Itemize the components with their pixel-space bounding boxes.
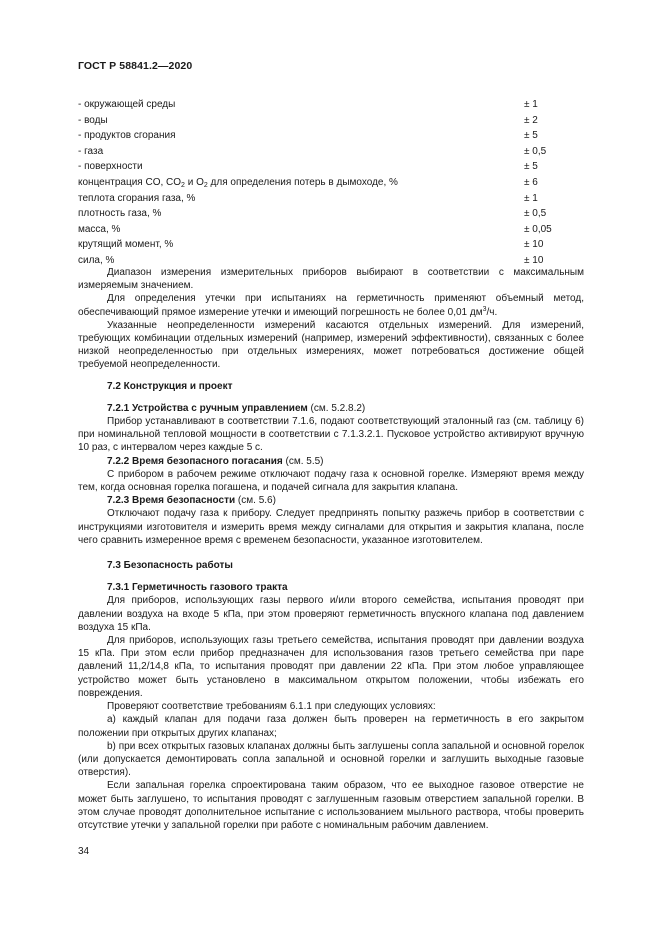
table-row [78, 128, 560, 144]
subscript: 2 [181, 181, 185, 189]
paragraph: С прибором в рабочем режиме отключают подачу газа к основной горелке. Измеряют время между тем, когда основная горелка погашена, и подачей сигнала для закрытия клапана. [78, 468, 584, 494]
subscript: 2 [203, 181, 208, 189]
section-heading-7-3: 7.3 Безопасность работы [107, 560, 233, 572]
row-value: ± 0,5 [524, 208, 547, 220]
label-part: для определения потерь в дымоходе, % [207, 176, 398, 188]
heading-text: 7.2.2 Время безопасного погасания [107, 455, 283, 467]
table-row [78, 222, 560, 238]
heading-text: 7.3.1 Герметичность газового тракта [107, 582, 288, 594]
table-row [78, 97, 560, 113]
row-value: ± 0,5 [524, 145, 547, 157]
body-text [78, 266, 584, 832]
row-value: ± 10 [524, 254, 544, 266]
table-row [78, 113, 560, 129]
subsection-heading-7-2-2 [78, 455, 584, 468]
table-row [78, 206, 560, 222]
paragraph: Диапазон измерения измерительных приборов выбирают в соответствии с максимальным измеряемым значением. [78, 267, 584, 292]
heading-ref: (см. 5.2.8.2) [307, 402, 366, 414]
paragraph [78, 292, 584, 318]
subsection-heading-7-3-1 [78, 581, 584, 594]
heading-text: 7.2.1 Устройства с ручным управлением [107, 402, 308, 414]
row-label: - окружающей среды [78, 99, 176, 110]
paragraph: Указанные неопределенности измерений касаются отдельных измерений. Для измерений, требующих комбинации отдельных измерений (например, измерений эффективности), связанных с более низкой неопределенностью при отдельных измерениях, может потребоваться достижение общей требуемой неопределенности. [78, 319, 584, 371]
row-value: ± 2 [524, 114, 538, 126]
section-heading-7-2: 7.2 Конструкция и проект [107, 380, 233, 392]
heading-text: 7.2.3 Время безопасности [107, 495, 236, 507]
row-label: - воды [78, 114, 108, 126]
table-row [78, 237, 560, 253]
paragraph-text: /ч. [486, 306, 498, 318]
row-label: крутящий момент, % [78, 239, 174, 251]
paragraph: Если запальная горелка спроектирована таким образом, что ее выходное газовое отверстие не может быть заглушено, то испытания проводят с заглушенным газовым отверстием запальной горелки. В этом случае проводят дополнительное испытание с использованием мыльного раствора, чтобы проверить отсутствие утечки у запальной горелки при работе с номинальным рабочим давлением. [78, 780, 584, 831]
row-label [78, 175, 398, 191]
table-row [78, 175, 560, 191]
superscript: 3 [482, 305, 487, 313]
row-label: - продуктов сгорания [78, 130, 176, 142]
label-part: и O [184, 176, 204, 188]
row-label: - газа [78, 145, 104, 157]
row-value: ± 1 [524, 99, 538, 110]
paragraph: Отключают подачу газа к прибору. Следует предпринять попытку разжечь прибор в соответствии с инструкциями изготовителя и измерить время между сигналами для открытия и закрытия клапана, после чего сравнить измеренное время с временем безопасности, указанное изготовителем. [78, 508, 584, 546]
paragraph: Для приборов, использующих газы третьего семейства, испытания проводят при давлении воздуха 15 кПа. При этом если прибор предназначен для использования газов третьего семейства при паре давлений 11,2/14,8 кПа, то испытания проводят при давлении 22 кПа. При этом любое управляющее устройство может быть установлено в максимальном открытом положении, чтобы избежать его повреждения. [78, 635, 584, 699]
row-label: теплота сгорания газа, % [78, 192, 196, 204]
row-label: - поверхности [78, 161, 143, 173]
list-item: b) при всех открытых газовых клапанах должны быть заглушены сопла запальной и основной горелок (или допускается демонтировать сопла запальной и основной горелки и заглушить выходные газовые отверстия). [78, 740, 584, 779]
row-value: ± 0,05 [524, 223, 552, 235]
row-value: ± 5 [524, 130, 538, 142]
row-label: плотность газа, % [78, 208, 162, 220]
table-row [78, 159, 560, 175]
paragraph: Прибор устанавливают в соответствии 7.1.6, подают соответствующий эталонный газ (см. таблицу 6) при номинальной тепловой мощности в соответствии с 7.1.3.2.1. Пусковое устройство активируют вручную 10 раз, с интервалом через каждые 5 с. [78, 416, 584, 454]
document-header: ГОСТ Р 58841.2—2020 [78, 60, 193, 72]
page-number: 34 [78, 846, 90, 857]
row-value: ± 10 [524, 239, 544, 251]
row-value: ± 6 [524, 176, 538, 188]
table-row [78, 191, 560, 207]
subsection-heading-7-2-1 [78, 402, 584, 415]
tolerance-table [78, 97, 560, 269]
heading-ref: (см. 5.6) [235, 495, 276, 507]
paragraph: Проверяют соответствие требованиям 6.1.1 при следующих условиях: [107, 701, 436, 713]
row-label: сила, % [78, 254, 115, 266]
row-label: масса, % [78, 223, 121, 235]
subsection-heading-7-2-3 [78, 494, 584, 507]
paragraph: Для приборов, использующих газы первого и/или второго семейства, испытания проводят при давлении воздуха на входе 5 кПа, при этом проверяют герметичность впускного клапана под давлением воздуха 15 кПа. [78, 595, 584, 633]
label-part: концентрация CO, CO [78, 176, 182, 188]
heading-ref: (см. 5.5) [282, 455, 324, 467]
row-value: ± 5 [524, 161, 538, 173]
list-item: а) каждый клапан для подачи газа должен быть проверен на герметичность в его закрытом положении при открытых других клапанах; [78, 714, 584, 739]
table-row [78, 144, 560, 160]
paragraph-text: Для определения утечки при испытаниях на герметичность применяют объемный метод, обеспечивающий прямое измерение утечки и имеющий погрешность не более 0,01 дм [78, 293, 584, 318]
row-value: ± 1 [524, 192, 538, 204]
